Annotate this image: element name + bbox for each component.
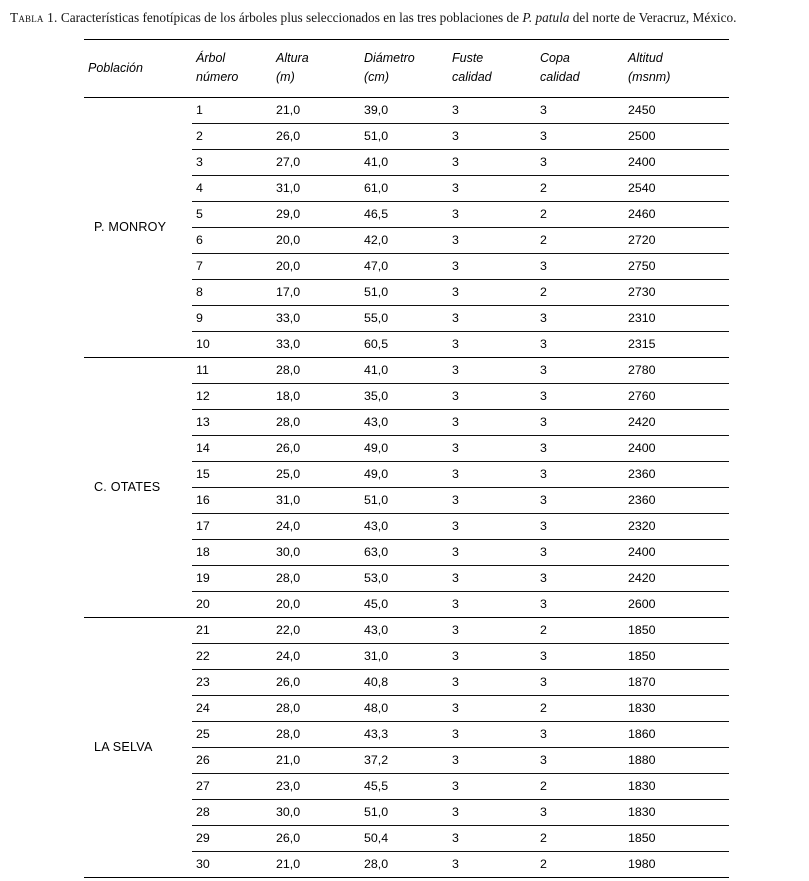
cell-altura: 21,0 <box>272 747 360 773</box>
cell-altura: 31,0 <box>272 175 360 201</box>
table-header-row <box>84 40 729 97</box>
cell-arbol-numero: 6 <box>192 227 272 253</box>
cell-fuste-calidad: 3 <box>448 851 536 877</box>
cell-fuste-calidad: 3 <box>448 331 536 357</box>
cell-copa-calidad: 3 <box>536 357 624 383</box>
cell-altitud: 2400 <box>624 149 729 175</box>
cell-copa-calidad: 3 <box>536 435 624 461</box>
cell-copa-calidad: 3 <box>536 799 624 825</box>
cell-copa-calidad: 2 <box>536 227 624 253</box>
cell-fuste-calidad: 3 <box>448 149 536 175</box>
cell-altitud: 1830 <box>624 773 729 799</box>
column-header-fuste-line1: Fuste <box>452 51 484 66</box>
cell-fuste-calidad: 3 <box>448 227 536 253</box>
cell-copa-calidad: 3 <box>536 253 624 279</box>
cell-diametro: 53,0 <box>360 565 448 591</box>
cell-fuste-calidad: 3 <box>448 513 536 539</box>
cell-arbol-numero: 29 <box>192 825 272 851</box>
cell-fuste-calidad: 3 <box>448 799 536 825</box>
cell-diametro: 41,0 <box>360 149 448 175</box>
cell-altitud: 2780 <box>624 357 729 383</box>
cell-diametro: 42,0 <box>360 227 448 253</box>
cell-altitud: 2360 <box>624 461 729 487</box>
column-header-altitud-line1: Altitud <box>628 51 663 66</box>
cell-fuste-calidad: 3 <box>448 97 536 123</box>
cell-altitud: 2750 <box>624 253 729 279</box>
cell-altitud: 1880 <box>624 747 729 773</box>
cell-altura: 18,0 <box>272 383 360 409</box>
cell-altitud: 2360 <box>624 487 729 513</box>
cell-diametro: 37,2 <box>360 747 448 773</box>
column-header-arbol-line1: Árbol <box>196 51 226 66</box>
cell-fuste-calidad: 3 <box>448 617 536 643</box>
cell-fuste-calidad: 3 <box>448 747 536 773</box>
cell-altura: 23,0 <box>272 773 360 799</box>
cell-altitud: 2400 <box>624 539 729 565</box>
cell-arbol-numero: 18 <box>192 539 272 565</box>
column-header-fuste-line2: calidad <box>452 70 492 85</box>
cell-altitud: 2450 <box>624 97 729 123</box>
cell-copa-calidad: 2 <box>536 773 624 799</box>
cell-fuste-calidad: 3 <box>448 591 536 617</box>
cell-diametro: 40,8 <box>360 669 448 695</box>
cell-copa-calidad: 3 <box>536 539 624 565</box>
cell-altitud: 1870 <box>624 669 729 695</box>
cell-arbol-numero: 30 <box>192 851 272 877</box>
cell-arbol-numero: 16 <box>192 487 272 513</box>
column-header-altura-line2: (m) <box>276 70 295 85</box>
cell-diametro: 45,5 <box>360 773 448 799</box>
cell-fuste-calidad: 3 <box>448 565 536 591</box>
cell-fuste-calidad: 3 <box>448 721 536 747</box>
cell-copa-calidad: 3 <box>536 461 624 487</box>
cell-copa-calidad: 2 <box>536 201 624 227</box>
cell-arbol-numero: 2 <box>192 123 272 149</box>
caption-text-after: del norte de Veracruz, México. <box>569 10 737 25</box>
cell-copa-calidad: 2 <box>536 175 624 201</box>
cell-diametro: 60,5 <box>360 331 448 357</box>
cell-diametro: 43,0 <box>360 617 448 643</box>
cell-altura: 26,0 <box>272 669 360 695</box>
cell-arbol-numero: 28 <box>192 799 272 825</box>
cell-copa-calidad: 3 <box>536 487 624 513</box>
cell-altura: 28,0 <box>272 409 360 435</box>
cell-copa-calidad: 2 <box>536 825 624 851</box>
cell-arbol-numero: 14 <box>192 435 272 461</box>
cell-copa-calidad: 2 <box>536 279 624 305</box>
column-header-fuste <box>448 40 536 97</box>
cell-altura: 33,0 <box>272 305 360 331</box>
cell-diametro: 43,0 <box>360 409 448 435</box>
population-group-label: C. OTATES <box>84 357 192 617</box>
cell-altitud: 2420 <box>624 565 729 591</box>
cell-copa-calidad: 2 <box>536 695 624 721</box>
cell-fuste-calidad: 3 <box>448 461 536 487</box>
cell-copa-calidad: 3 <box>536 513 624 539</box>
cell-fuste-calidad: 3 <box>448 643 536 669</box>
caption-label: Tabla 1. <box>10 10 58 25</box>
cell-diametro: 55,0 <box>360 305 448 331</box>
cell-diametro: 43,3 <box>360 721 448 747</box>
cell-altitud: 2315 <box>624 331 729 357</box>
column-header-altura <box>272 40 360 97</box>
column-header-diametro-line2: (cm) <box>364 70 389 85</box>
cell-diametro: 28,0 <box>360 851 448 877</box>
table-row <box>84 357 729 383</box>
cell-altura: 22,0 <box>272 617 360 643</box>
cell-fuste-calidad: 3 <box>448 253 536 279</box>
cell-diametro: 43,0 <box>360 513 448 539</box>
cell-diametro: 51,0 <box>360 799 448 825</box>
cell-altura: 24,0 <box>272 513 360 539</box>
cell-copa-calidad: 2 <box>536 617 624 643</box>
cell-altitud: 2460 <box>624 201 729 227</box>
cell-fuste-calidad: 3 <box>448 435 536 461</box>
cell-altura: 17,0 <box>272 279 360 305</box>
cell-fuste-calidad: 3 <box>448 201 536 227</box>
cell-altitud: 1830 <box>624 695 729 721</box>
cell-altitud: 2730 <box>624 279 729 305</box>
cell-altitud: 2600 <box>624 591 729 617</box>
cell-arbol-numero: 13 <box>192 409 272 435</box>
cell-arbol-numero: 8 <box>192 279 272 305</box>
cell-altura: 33,0 <box>272 331 360 357</box>
cell-arbol-numero: 26 <box>192 747 272 773</box>
cell-arbol-numero: 24 <box>192 695 272 721</box>
caption-text-before: Características fenotípicas de los árboles plus seleccionados en las tres poblaciones de <box>57 10 523 25</box>
cell-arbol-numero: 7 <box>192 253 272 279</box>
cell-diametro: 47,0 <box>360 253 448 279</box>
cell-copa-calidad: 3 <box>536 331 624 357</box>
cell-fuste-calidad: 3 <box>448 305 536 331</box>
cell-fuste-calidad: 3 <box>448 669 536 695</box>
cell-altitud: 1860 <box>624 721 729 747</box>
cell-diametro: 61,0 <box>360 175 448 201</box>
cell-fuste-calidad: 3 <box>448 279 536 305</box>
cell-diametro: 45,0 <box>360 591 448 617</box>
cell-copa-calidad: 3 <box>536 383 624 409</box>
cell-diametro: 31,0 <box>360 643 448 669</box>
cell-arbol-numero: 17 <box>192 513 272 539</box>
cell-arbol-numero: 21 <box>192 617 272 643</box>
cell-arbol-numero: 20 <box>192 591 272 617</box>
cell-arbol-numero: 11 <box>192 357 272 383</box>
cell-altitud: 1850 <box>624 643 729 669</box>
table-row <box>84 97 729 123</box>
table-head <box>84 40 729 98</box>
caption-species-name: P. patula <box>522 10 570 25</box>
cell-diametro: 51,0 <box>360 123 448 149</box>
cell-altitud: 2720 <box>624 227 729 253</box>
cell-arbol-numero: 23 <box>192 669 272 695</box>
cell-altura: 27,0 <box>272 149 360 175</box>
cell-diametro: 46,5 <box>360 201 448 227</box>
cell-altura: 29,0 <box>272 201 360 227</box>
cell-fuste-calidad: 3 <box>448 175 536 201</box>
column-header-diametro-line1: Diámetro <box>364 51 415 66</box>
cell-fuste-calidad: 3 <box>448 487 536 513</box>
cell-altitud: 2540 <box>624 175 729 201</box>
cell-altura: 25,0 <box>272 461 360 487</box>
cell-copa-calidad: 3 <box>536 409 624 435</box>
cell-fuste-calidad: 3 <box>448 773 536 799</box>
cell-arbol-numero: 27 <box>192 773 272 799</box>
cell-arbol-numero: 15 <box>192 461 272 487</box>
column-header-altitud-line2: (msnm) <box>628 70 671 85</box>
cell-altura: 28,0 <box>272 565 360 591</box>
cell-altitud: 2400 <box>624 435 729 461</box>
cell-altitud: 1850 <box>624 825 729 851</box>
column-header-altitud <box>624 40 729 97</box>
cell-copa-calidad: 3 <box>536 721 624 747</box>
cell-altitud: 2500 <box>624 123 729 149</box>
cell-copa-calidad: 3 <box>536 747 624 773</box>
cell-altitud: 2420 <box>624 409 729 435</box>
cell-arbol-numero: 22 <box>192 643 272 669</box>
cell-altitud: 2320 <box>624 513 729 539</box>
cell-altura: 20,0 <box>272 253 360 279</box>
column-header-copa-line2: calidad <box>540 70 580 85</box>
cell-diametro: 35,0 <box>360 383 448 409</box>
column-header-diametro <box>360 40 448 97</box>
cell-arbol-numero: 19 <box>192 565 272 591</box>
cell-altura: 21,0 <box>272 97 360 123</box>
cell-altura: 26,0 <box>272 435 360 461</box>
cell-copa-calidad: 3 <box>536 643 624 669</box>
cell-fuste-calidad: 3 <box>448 383 536 409</box>
cell-copa-calidad: 3 <box>536 123 624 149</box>
column-header-altura-line1: Altura <box>276 51 309 66</box>
cell-diametro: 51,0 <box>360 279 448 305</box>
cell-copa-calidad: 2 <box>536 851 624 877</box>
cell-altura: 26,0 <box>272 123 360 149</box>
cell-altura: 21,0 <box>272 851 360 877</box>
column-header-arbol-line2: número <box>196 70 239 85</box>
table-body <box>84 97 729 877</box>
cell-altura: 24,0 <box>272 643 360 669</box>
cell-fuste-calidad: 3 <box>448 539 536 565</box>
cell-copa-calidad: 3 <box>536 591 624 617</box>
cell-diametro: 41,0 <box>360 357 448 383</box>
table-row <box>84 617 729 643</box>
cell-fuste-calidad: 3 <box>448 123 536 149</box>
cell-fuste-calidad: 3 <box>448 695 536 721</box>
column-header-copa-line1: Copa <box>540 51 570 66</box>
cell-copa-calidad: 3 <box>536 97 624 123</box>
cell-diametro: 50,4 <box>360 825 448 851</box>
column-header-poblacion-line1: Población <box>88 61 143 76</box>
cell-arbol-numero: 25 <box>192 721 272 747</box>
cell-altitud: 1850 <box>624 617 729 643</box>
cell-diametro: 49,0 <box>360 461 448 487</box>
cell-arbol-numero: 5 <box>192 201 272 227</box>
cell-arbol-numero: 12 <box>192 383 272 409</box>
cell-altura: 30,0 <box>272 539 360 565</box>
cell-diametro: 39,0 <box>360 97 448 123</box>
cell-copa-calidad: 3 <box>536 305 624 331</box>
cell-altitud: 1830 <box>624 799 729 825</box>
cell-altura: 28,0 <box>272 721 360 747</box>
column-header-poblacion <box>84 40 192 97</box>
cell-arbol-numero: 1 <box>192 97 272 123</box>
cell-altura: 31,0 <box>272 487 360 513</box>
cell-diametro: 48,0 <box>360 695 448 721</box>
cell-altura: 28,0 <box>272 357 360 383</box>
cell-altitud: 2760 <box>624 383 729 409</box>
cell-copa-calidad: 3 <box>536 669 624 695</box>
cell-arbol-numero: 9 <box>192 305 272 331</box>
cell-diametro: 63,0 <box>360 539 448 565</box>
cell-altura: 20,0 <box>272 591 360 617</box>
cell-altitud: 2310 <box>624 305 729 331</box>
cell-arbol-numero: 3 <box>192 149 272 175</box>
cell-altura: 28,0 <box>272 695 360 721</box>
cell-diametro: 49,0 <box>360 435 448 461</box>
cell-arbol-numero: 10 <box>192 331 272 357</box>
population-group-label: P. MONROY <box>84 97 192 357</box>
cell-altura: 26,0 <box>272 825 360 851</box>
column-header-arbol <box>192 40 272 97</box>
cell-copa-calidad: 3 <box>536 565 624 591</box>
column-header-copa <box>536 40 624 97</box>
cell-fuste-calidad: 3 <box>448 409 536 435</box>
cell-arbol-numero: 4 <box>192 175 272 201</box>
cell-diametro: 51,0 <box>360 487 448 513</box>
cell-altura: 30,0 <box>272 799 360 825</box>
cell-altura: 20,0 <box>272 227 360 253</box>
cell-copa-calidad: 3 <box>536 149 624 175</box>
cell-altitud: 1980 <box>624 851 729 877</box>
population-group-label: LA SELVA <box>84 617 192 877</box>
cell-fuste-calidad: 3 <box>448 825 536 851</box>
phenotypic-characteristics-table <box>84 39 729 878</box>
cell-fuste-calidad: 3 <box>448 357 536 383</box>
table-caption <box>10 8 799 27</box>
